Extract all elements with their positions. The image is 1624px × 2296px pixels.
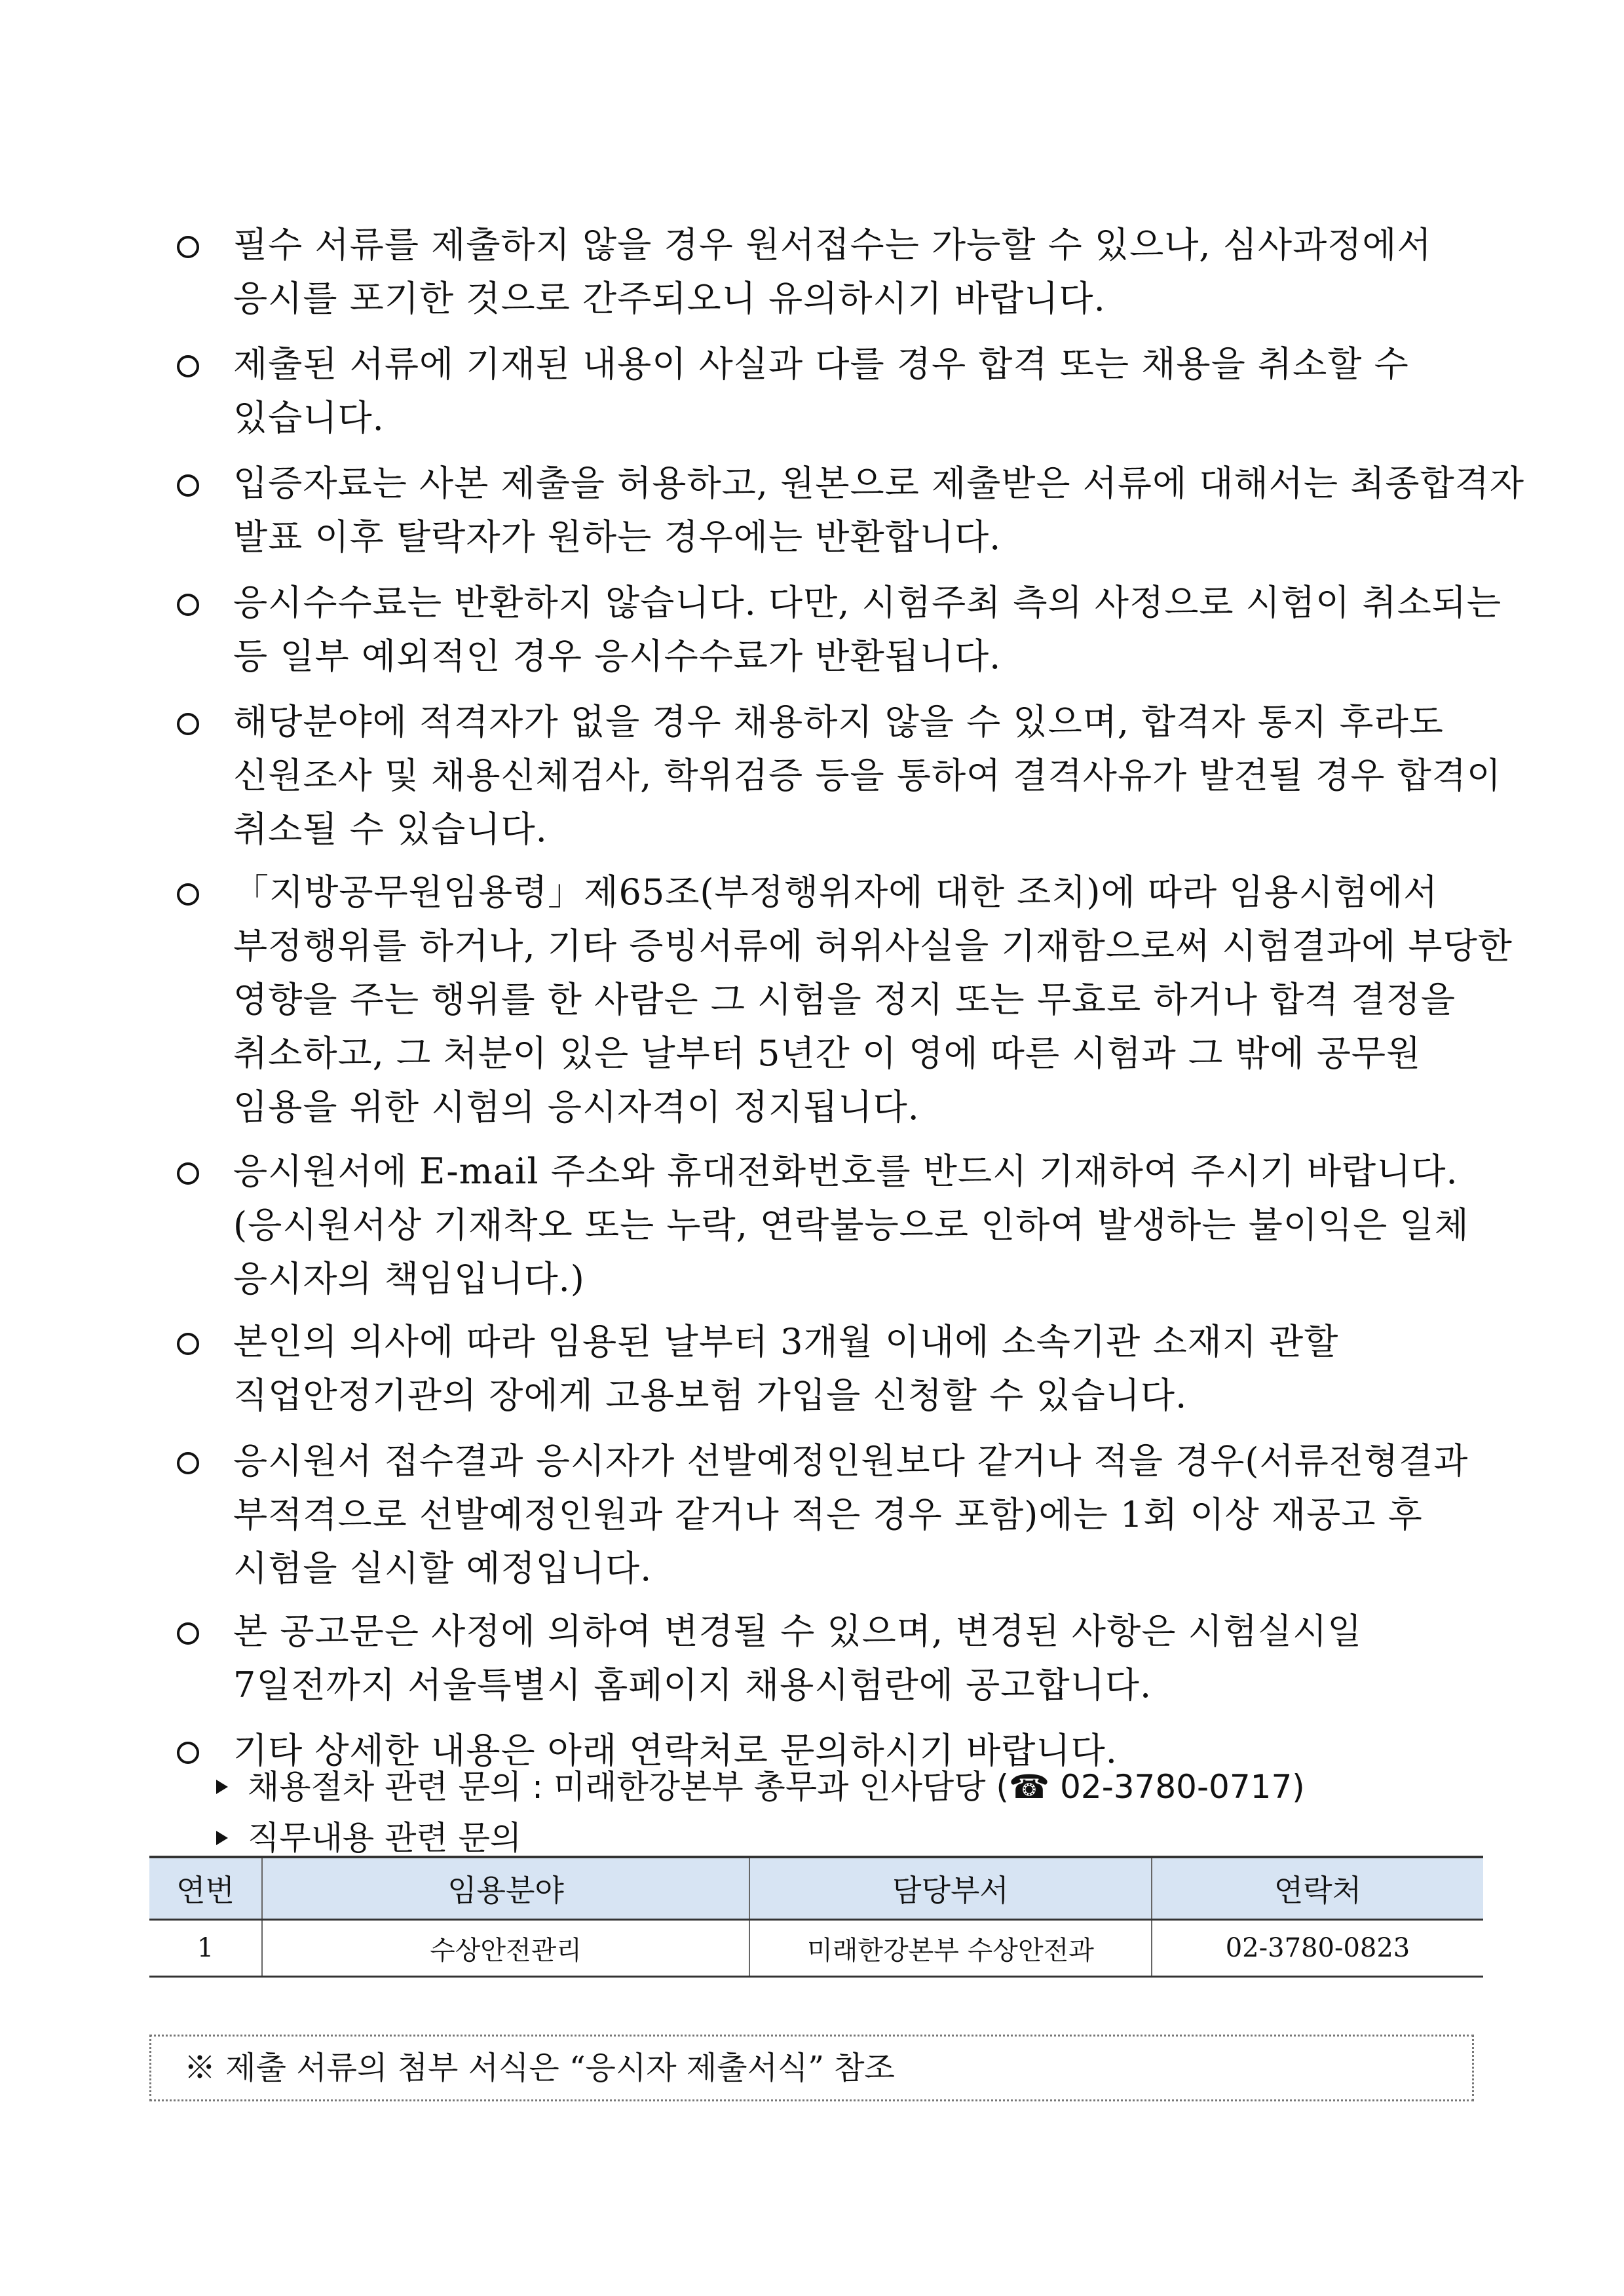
notice-line: (응시원서상 기재착오 또는 누락, 연락불능으로 인하여 발생하는 불이익은 일체 <box>233 1204 1469 1246</box>
notice-line: 입증자료는 사본 제출을 허용하고, 원본으로 제출받은 서류에 대해서는 최종합격자 <box>233 463 1525 504</box>
notice-line: 부적격으로 선발예정인원과 같거나 적은 경우 포함)에는 1회 이상 재공고 후 <box>233 1494 1423 1535</box>
notice-line: 응시원서 접수결과 응시자가 선발예정인원보다 같거나 적을 경우(서류전형결과 <box>233 1440 1469 1482</box>
notice-line: 해당분야에 적격자가 없을 경우 채용하지 않을 수 있으며, 합격자 통지 후라도 <box>233 701 1444 742</box>
table-row <box>149 1920 1483 1977</box>
notice-line: 신원조사 및 채용신체검사, 학위검증 등을 통하여 결격사유가 발견될 경우 합격이 <box>233 755 1502 796</box>
contact-duty <box>216 1815 521 1861</box>
footnote-box <box>149 2035 1474 2101</box>
notice-line: 직업안정기관의 장에게 고용보험 가입을 신청할 수 있습니다. <box>233 1375 1188 1416</box>
circle-bullet-icon <box>177 236 199 258</box>
notice-line: 임용을 위한 시험의 응시자격이 정지됩니다. <box>233 1086 920 1128</box>
notice-line: 7일전까지 서울특별시 홈페이지 채용시험란에 공고합니다. <box>233 1664 1152 1706</box>
notice-line: 부정행위를 하거나, 기타 증빙서류에 허위사실을 기재함으로써 시험결과에 부당한 <box>233 925 1513 966</box>
notice-line: 응시를 포기한 것으로 간주되오니 유의하시기 바랍니다. <box>233 278 1106 319</box>
circle-bullet-icon <box>177 1333 199 1355</box>
column-header: 담당부서 <box>749 1857 1152 1920</box>
triangle-bullet-icon <box>216 1831 228 1845</box>
column-header: 연락처 <box>1152 1857 1483 1920</box>
notice-line: 응시수수료는 반환하지 않습니다. 다만, 시험주최 측의 사정으로 시험이 취소되는 <box>233 582 1502 623</box>
notice-line: 발표 이후 탈락자가 원하는 경우에는 반환합니다. <box>233 516 1002 558</box>
contact-procedure-label: 채용절차 관련 문의 : 미래한강본부 총무과 인사담당 (☎ 02-3780-0717) <box>248 1768 1305 1806</box>
notice-line: 있습니다. <box>233 397 385 438</box>
contact-table <box>149 1856 1483 1978</box>
notice-line: 영향을 주는 행위를 한 사람은 그 시험을 정지 또는 무효로 하거나 합격 결정을 <box>233 979 1456 1020</box>
circle-bullet-icon <box>177 1622 199 1645</box>
notice-line: 기타 상세한 내용은 아래 연락처로 문의하시기 바랍니다. <box>233 1730 1118 1771</box>
notice-line: 취소될 수 있습니다. <box>233 809 548 850</box>
table-cell-field: 수상안전관리 <box>262 1920 749 1977</box>
notice-line: 취소하고, 그 처분이 있은 날부터 5년간 이 영에 따른 시험과 그 밖에 공무원 <box>233 1033 1422 1074</box>
circle-bullet-icon <box>177 1742 199 1764</box>
table-cell-department: 미래한강본부 수상안전과 <box>749 1920 1152 1977</box>
contact-procedure <box>216 1764 1305 1810</box>
table-header-row <box>149 1857 1483 1920</box>
circle-bullet-icon <box>177 883 199 906</box>
notice-line: 제출된 서류에 기재된 내용이 사실과 다를 경우 합격 또는 채용을 취소할 수 <box>233 343 1409 385</box>
circle-bullet-icon <box>177 474 199 497</box>
footnote-text: ※ 제출 서류의 첨부 서식은 “응시자 제출서식” 참조 <box>184 2050 895 2086</box>
column-header: 연번 <box>149 1857 262 1920</box>
notice-line: 등 일부 예외적인 경우 응시수수료가 반환됩니다. <box>233 636 1002 677</box>
notice-line: 「지방공무원임용령」제65조(부정행위자에 대한 조치)에 따라 임용시험에서 <box>233 871 1439 913</box>
notice-line: 응시원서에 E-mail 주소와 휴대전화번호를 반드시 기재하여 주시기 바랍니다. <box>233 1151 1458 1192</box>
triangle-bullet-icon <box>216 1780 228 1794</box>
notice-line: 필수 서류를 제출하지 않을 경우 원서접수는 가능할 수 있으나, 심사과정에서 <box>233 224 1432 265</box>
table-cell-number: 1 <box>149 1920 262 1977</box>
circle-bullet-icon <box>177 1452 199 1474</box>
column-header: 임용분야 <box>262 1857 749 1920</box>
contact-duty-label: 직무내용 관련 문의 <box>248 1819 522 1857</box>
circle-bullet-icon <box>177 713 199 735</box>
notice-line: 본인의 의사에 따라 임용된 날부터 3개월 이내에 소속기관 소재지 관할 <box>233 1321 1339 1362</box>
notice-line: 본 공고문은 사정에 의하여 변경될 수 있으며, 변경된 사항은 시험실시일 <box>233 1611 1363 1652</box>
circle-bullet-icon <box>177 1162 199 1185</box>
notice-line: 시험을 실시할 예정입니다. <box>233 1548 652 1589</box>
table-cell-phone: 02-3780-0823 <box>1152 1920 1483 1977</box>
circle-bullet-icon <box>177 355 199 377</box>
circle-bullet-icon <box>177 594 199 616</box>
notice-line: 응시자의 책임입니다.) <box>233 1258 585 1299</box>
